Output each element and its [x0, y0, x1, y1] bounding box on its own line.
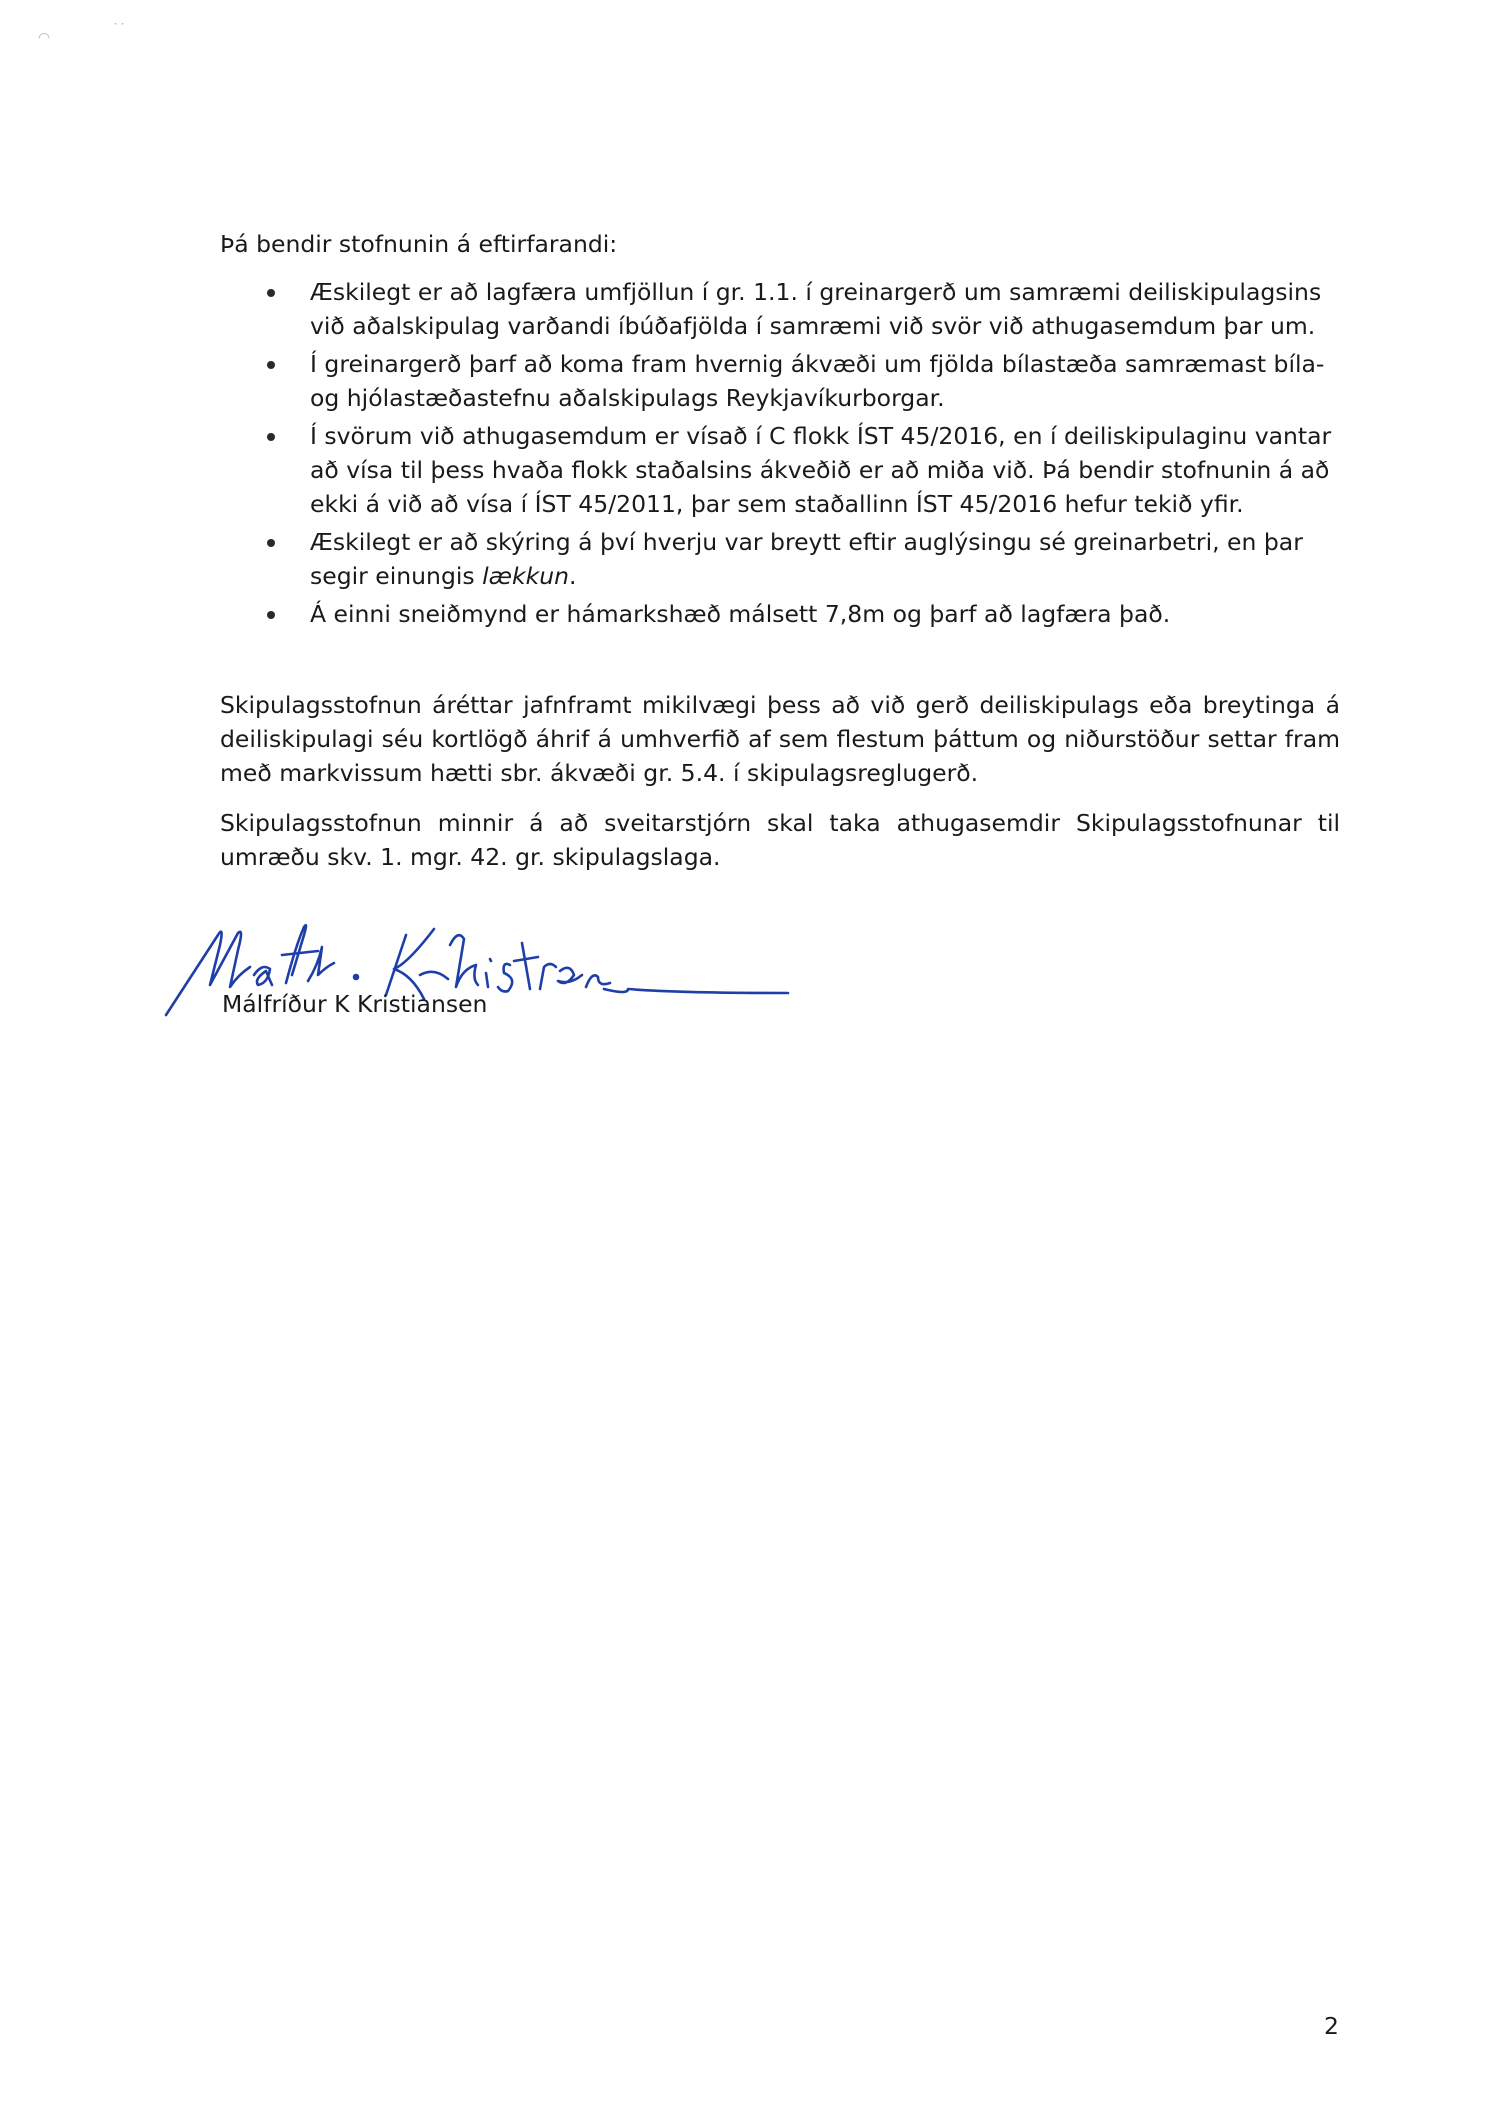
list-item: [230, 275, 1350, 343]
bullet-icon: [267, 611, 275, 619]
bullet-icon: [267, 289, 275, 297]
body-paragraph: Skipulagsstofnun minnir á að sveitarstjórn skal taka athugasemdir Skipulagsstofnunar til umræðu skv. 1. mgr. 42. gr. skipulagslaga.: [220, 809, 1340, 871]
list-item-text-end: .: [569, 562, 577, 590]
list-item-text: Í greinargerð þarf að koma fram hvernig ákvæði um fjölda bílastæða samræmast bíla-og hjólastæðastefnu aðalskipulags Reykjavíkurborgar.: [310, 350, 1325, 412]
scan-speck: ◠: [38, 30, 51, 46]
list-item-text: Æskilegt er að lagfæra umfjöllun í gr. 1.1. í greinargerð um samræmi deiliskipulagsins við aðalskipulag varðandi íbúðafjölda í samræmi við svör við athugasemdum þar um.: [310, 278, 1322, 340]
list-item-text: Æskilegt er að skýring á því hverju var breytt eftir auglýsingu sé greinarbetri, en þar segir einungis: [310, 528, 1303, 590]
bullet-icon: [267, 361, 275, 369]
body-paragraph: Skipulagsstofnun áréttar jafnframt mikilvægi þess að við gerð deiliskipulags eða breytinga á deiliskipulagi séu kortlögð áhrif á umhverfið af sem flestum þáttum og niðurstöður settar fram með markvissum hætti sbr. ákvæði gr. 5.4. í skipulagsreglugerð.: [220, 691, 1340, 787]
bullet-icon: [267, 433, 275, 441]
list-item-text: Í svörum við athugasemdum er vísað í C flokk ÍST 45/2016, en í deiliskipulaginu vantar að vísa til þess hvaða flokk staðalsins ákveðið er að miða við. Þá bendir stofnunin á að ekki á við að vísa í ÍST 45/2011, þar sem staðallinn ÍST 45/2016 hefur tekið yfir.: [310, 422, 1332, 518]
intro-line: Þá bendir stofnunin á eftirfarandi:: [220, 230, 618, 258]
list-item: [230, 347, 1350, 415]
bullet-icon: [267, 539, 275, 547]
list-item-text: Á einni sneiðmynd er hámarkshæð málsett 7,8m og þarf að lagfæra það.: [310, 600, 1171, 628]
page-number: 2: [1324, 2012, 1339, 2040]
scan-speck: ˙˙: [112, 22, 126, 38]
list-item: [230, 525, 1350, 593]
list-item: [230, 597, 1350, 631]
signer-name: Málfríður K Kristiansen: [222, 990, 488, 1018]
bullet-list: [230, 275, 1350, 635]
emphasis-text: lækkun: [482, 562, 570, 590]
list-item: [230, 419, 1350, 521]
